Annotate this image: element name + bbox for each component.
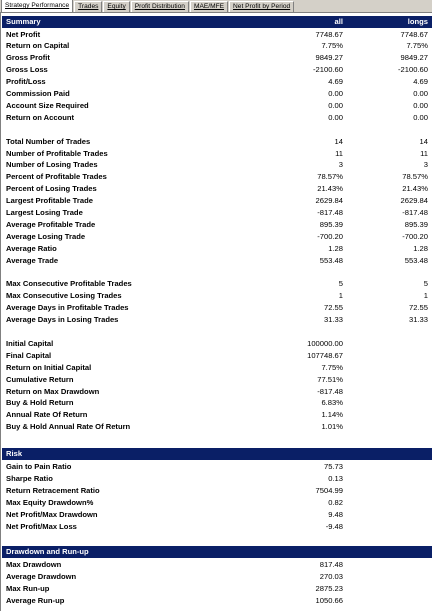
row-label: Commission Paid (6, 89, 70, 98)
value-all: 895.39 (319, 219, 343, 229)
table-row (2, 171, 432, 183)
value-all: -817.48 (317, 208, 343, 217)
row-label: Largest Profitable Trade (6, 196, 93, 206)
value-all: 1.14% (321, 410, 343, 420)
value-all: -9.48 (325, 521, 343, 531)
value-longs: 553.48 (404, 255, 428, 265)
table-row (2, 124, 432, 136)
value-all: 9849.27 (315, 53, 343, 63)
summary-title: Summary (6, 17, 41, 26)
value-all: -700.20 (317, 231, 343, 241)
table-row (2, 374, 432, 386)
table-row (2, 88, 432, 100)
value-longs: -2100.60 (398, 65, 428, 75)
table-row (2, 338, 432, 350)
table-row (2, 64, 432, 76)
value-all: 553.48 (319, 255, 343, 265)
value-all: 7504.99 (315, 485, 343, 495)
row-label: Average Profitable Trade (6, 219, 96, 229)
value-all: 9.48 (328, 509, 343, 519)
table-row (2, 40, 432, 52)
table-row (2, 362, 432, 374)
row-label: Largest Losing Trade (6, 208, 83, 217)
value-longs: 0.00 (413, 100, 428, 110)
value-all: 75.73 (323, 462, 343, 471)
table-row (2, 52, 432, 64)
value-longs: 7748.67 (400, 29, 428, 39)
table-row (2, 76, 432, 88)
tab-equity[interactable]: Equity (103, 1, 129, 12)
value-longs: 7.75% (406, 41, 428, 51)
tab-mae-mfe[interactable]: MAE/MFE (190, 1, 228, 12)
value-all: 14 (334, 136, 343, 146)
value-all: 7.75% (321, 362, 343, 372)
row-label: Net Profit/Max Loss (6, 521, 77, 531)
column-header-all: all (334, 17, 343, 26)
value-longs: 5 (423, 279, 428, 289)
row-label: Number of Losing Trades (6, 160, 98, 170)
value-longs: 9849.27 (400, 53, 428, 63)
risk-title: Risk (6, 449, 23, 458)
table-row (2, 290, 432, 302)
value-longs: 4.69 (413, 77, 428, 87)
value-all: 31.33 (323, 315, 343, 325)
value-longs: 21.43% (402, 184, 428, 194)
value-all: 78.57% (317, 172, 343, 182)
row-label: Net Profit/Max Drawdown (6, 509, 98, 519)
table-row (2, 397, 432, 409)
value-longs: 3 (423, 160, 428, 170)
row-label: Max Consecutive Losing Trades (6, 291, 122, 301)
table-row (2, 583, 432, 595)
value-longs: 14 (419, 136, 428, 146)
row-label: Max Equity Drawdown% (6, 497, 94, 507)
row-label: Max Run-up (6, 583, 50, 593)
table-row (2, 521, 432, 533)
value-all: 72.55 (323, 303, 343, 313)
row-label: Return on Account (6, 112, 75, 122)
table-row (2, 473, 432, 485)
table-row (2, 219, 432, 231)
column-header-longs: longs (407, 17, 428, 26)
report-panel (0, 13, 432, 611)
value-longs: 31.33 (408, 315, 428, 325)
value-all: 0.82 (328, 497, 343, 507)
value-all: 2629.84 (315, 196, 343, 206)
row-label: Gain to Pain Ratio (6, 462, 72, 471)
table-row (2, 326, 432, 338)
table-row (2, 231, 432, 243)
value-all: 77.51% (317, 374, 343, 384)
value-all: 817.48 (319, 560, 343, 569)
table-row (2, 302, 432, 314)
value-all: 100000.00 (307, 338, 343, 348)
value-longs: 1 (423, 291, 428, 301)
value-all: 0.00 (328, 112, 343, 122)
table-row (2, 243, 432, 255)
value-all: 3 (338, 160, 343, 170)
value-all: 6.83% (321, 398, 343, 408)
drawdown-title: Drawdown and Run-up (6, 547, 89, 556)
row-label: Annual Rate Of Return (6, 410, 88, 420)
row-label: Max Drawdown (6, 560, 62, 569)
table-row (2, 421, 432, 433)
value-all: 1 (338, 291, 343, 301)
row-label: Average Days in Profitable Trades (6, 303, 129, 313)
value-all: 1.01% (321, 422, 343, 432)
value-all: 4.69 (328, 77, 343, 87)
row-label: Average Days in Losing Trades (6, 315, 119, 325)
row-label: Return on Capital (6, 41, 70, 51)
value-longs: -817.48 (402, 208, 428, 217)
row-label: Number of Profitable Trades (6, 148, 108, 158)
row-label: Max Consecutive Profitable Trades (6, 279, 132, 289)
value-all: 2875.23 (315, 583, 343, 593)
value-all: 1050.66 (315, 595, 343, 605)
tab-profit-distribution[interactable]: Profit Distribution (131, 1, 189, 12)
value-all: -2100.60 (313, 65, 343, 75)
table-row (2, 136, 432, 148)
row-label: Gross Loss (6, 65, 48, 75)
value-all: 0.00 (328, 89, 343, 98)
row-label: Cumulative Return (6, 374, 74, 384)
row-label: Return Retracement Ratio (6, 485, 100, 495)
row-label: Return on Initial Capital (6, 362, 92, 372)
table-row (2, 386, 432, 398)
table-row (2, 485, 432, 497)
row-label: Return on Max Drawdown (6, 386, 100, 396)
row-label: Account Size Required (6, 100, 89, 110)
table-row (2, 509, 432, 521)
value-longs: 0.00 (413, 89, 428, 98)
value-all: 107748.67 (307, 350, 343, 360)
value-longs: 2629.84 (400, 196, 428, 206)
value-longs: 78.57% (402, 172, 428, 182)
table-row (2, 159, 432, 171)
row-label: Net Profit (6, 29, 41, 39)
value-all: 0.13 (328, 473, 343, 483)
row-label: Gross Profit (6, 53, 50, 63)
table-row (2, 207, 432, 219)
table-row (2, 314, 432, 326)
value-all: 21.43% (317, 184, 343, 194)
row-label: Final Capital (6, 350, 52, 360)
row-label: Average Run-up (6, 595, 65, 605)
summary-header (2, 16, 432, 28)
value-all: 1.28 (328, 243, 343, 253)
row-label: Buy & Hold Return (6, 398, 74, 408)
value-longs: 1.28 (413, 243, 428, 253)
value-all: 0.00 (328, 100, 343, 110)
drawdown-header (2, 546, 432, 558)
value-all: 7748.67 (315, 29, 343, 39)
value-longs: 11 (420, 148, 428, 158)
tab-bar (0, 0, 432, 13)
table-row (2, 29, 432, 41)
table-row (2, 195, 432, 207)
row-label: Average Drawdown (6, 571, 77, 581)
row-label: Percent of Profitable Trades (6, 172, 107, 182)
table-row (2, 595, 432, 607)
tab-strategy-performance[interactable]: Strategy Performance (1, 0, 73, 12)
table-row (2, 267, 432, 279)
row-label: Percent of Losing Trades (6, 184, 97, 194)
table-row (2, 571, 432, 583)
value-all: 11 (335, 148, 343, 158)
table-row (2, 255, 432, 267)
row-label: Initial Capital (6, 338, 54, 348)
row-label: Average Trade (6, 255, 59, 265)
row-label: Total Number of Trades (6, 136, 91, 146)
value-all: 5 (338, 279, 343, 289)
value-all: 7.75% (321, 41, 343, 51)
table-row (2, 350, 432, 362)
table-row (2, 148, 432, 160)
table-row (2, 461, 432, 473)
tab-trades[interactable]: Trades (74, 1, 102, 12)
table-row (2, 100, 432, 112)
value-longs: 72.55 (408, 303, 428, 313)
row-label: Profit/Loss (6, 77, 46, 87)
table-row (2, 409, 432, 421)
table-row (2, 183, 432, 195)
value-all: 270.03 (319, 571, 343, 581)
value-longs: -700.20 (402, 231, 428, 241)
table-row (2, 278, 432, 290)
value-all: -817.48 (317, 386, 343, 396)
table-row (2, 112, 432, 124)
value-longs: 0.00 (413, 112, 428, 122)
row-label: Sharpe Ratio (6, 473, 53, 483)
row-label: Average Losing Trade (6, 231, 86, 241)
row-label: Average Ratio (6, 243, 57, 253)
table-row (2, 497, 432, 509)
value-longs: 895.39 (404, 219, 428, 229)
table-row (2, 559, 432, 571)
row-label: Buy & Hold Annual Rate Of Return (6, 422, 131, 432)
tab-net-profit-by-period[interactable]: Net Profit by Period (229, 1, 294, 12)
risk-header (2, 448, 432, 460)
